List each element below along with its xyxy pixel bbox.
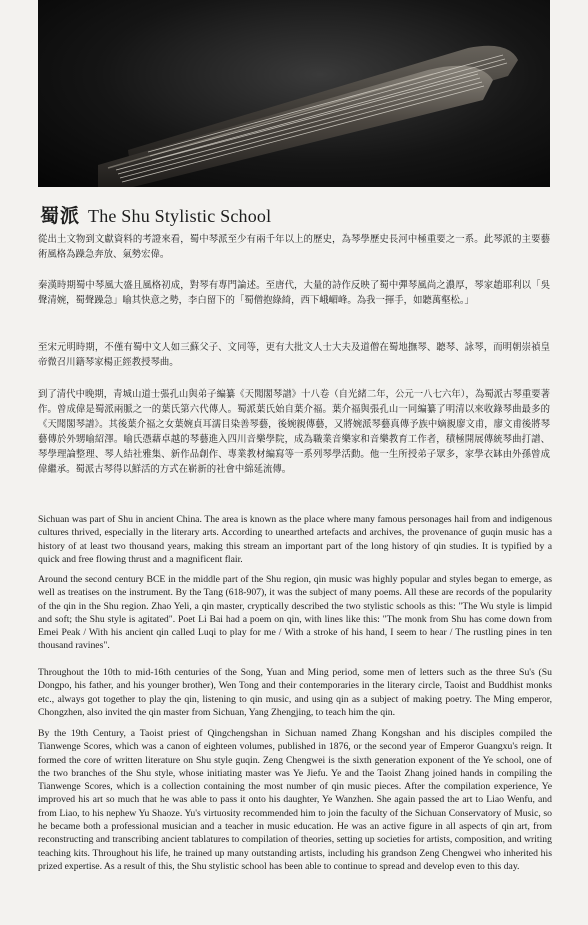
chinese-paragraph: 到了清代中晚期，青城山道士張孔山與弟子編纂《天聞閣琴譜》十八卷（自光緒二年，公元一八七六年），為蜀派古琴重要著作。曾成偉是蜀派兩脈之一的葉氏第六代傳人。蜀派葉氏始自葉介福。葉介福與張孔山一同編纂了明清以來收錄琴曲最多的《天聞閣琴譜》。其後葉介福之女葉婉貞耳濡目染善琴藝，後婉親傳藝，又將婉派琴藝真傳予族中嫡親廖文甫，廖文甫後將琴藝傳於外甥喻紹澤。喻氏憑藉卓越的琴藝進入四川音樂學院，成為職業音樂家和音樂教育工作者，積極開展傳統琴曲打譜、琴學理論整理、琴人結社雅集、新作品創作、專業教材編寫等一系列琴學活動。他一生所授弟子眾多，家學衣缽由外孫曾成偉繼承。蜀派古琴得以鮮活的方式在嶄新的社會中綿延流傳。 bbox=[38, 389, 550, 475]
guqin-photo bbox=[38, 0, 550, 187]
english-paragraph: Sichuan was part of Shu in ancient China. The area is known as the place where many famous personages hail from and indigenous cultures thrived, especially in the literary arts. According to unearthed artefacts and archives, the provenance of guqin music has a history of at least two thousand years, making this stream an important part of the long history of qin studies. It is typified by a quick and free flowing thrust and a magnificent flair. bbox=[38, 514, 552, 565]
chinese-paragraph: 至宋元明時期，不僅有蜀中文人如三蘇父子、文同等，更有大批文人士大夫及道僧在蜀地撫琴、聽琴、詠琴，而明朝崇禎皇帝微召川籍琴家楊正經教授琴曲。 bbox=[38, 342, 550, 368]
heading-chinese: 蜀派 bbox=[40, 205, 81, 227]
chinese-paragraph: 從出土文物到文獻資料的考證來看，蜀中琴派至少有兩千年以上的歷史，為琴學歷史長河中極重要之一系。此琴派的主要藝術風格為躁急奔放、氣勢宏偉。 bbox=[38, 234, 550, 260]
chinese-paragraph: 秦漢時期蜀中琴風大盛且風格初成，對琴有專門論述。至唐代，大量的詩作反映了蜀中彈琴風尚之濃厚，琴家趙耶利以「吳聲清婉，蜀聲躁急」喻其快意之勢，李白留下的「蜀僧抱綠綺，西下峨嵋峰。為我一揮手，如聽萬壑松。」 bbox=[38, 280, 550, 306]
english-paragraph: Around the second century BCE in the middle part of the Shu region, qin music was highly popular and styles began to emerge, as well as treatises on the instrument. By the Tang (618-907), it was the subject of many poems. All these are records of the popularity of the qin in the Shu region. Zhao Yeli, a qin master, cryptically described the two stylistic schools as this: "The Wu style is limpid and soft; the Shu style is agitated". Poet Li Bai had a poem on qin, with lines like this: "The monk from Shu has come down from Emei Peak / With his ancient qin called Luqi to play for me / With a stroke of his hand, I seem to hear / The rustling pines in ten thousand ravines". bbox=[38, 574, 552, 652]
heading-english: The Shu Stylistic School bbox=[88, 206, 272, 226]
section-heading bbox=[40, 201, 271, 228]
guqin-illustration bbox=[38, 0, 550, 187]
english-paragraph: Throughout the 10th to mid-16th centuries of the Song, Yuan and Ming period, some men of letters such as the three Su's (Su Dongpo, his father, and his younger brother), Wen Tong and their contemporaries in the literary circle, Taoist and Buddhist monks etc., always got together to play the qin, listening to qin music, and using qin as a subject of making poetry. The Ming emperor, Chongzhen, also invited the qin master from Sichuan, Yang Zhengjing, to teach him the qin. bbox=[38, 667, 552, 718]
english-paragraph: By the 19th Century, a Taoist priest of Qingchengshan in Sichuan named Zhang Kongshan and his disciples compiled the Tianwenge Scores, which was a canon of eighteen volumes, published in 1876, or the second year of Emperor Guangxu's reign. It formed the core of written literature on Shu style guqin. Zeng Chengwei is the sixth generation exponent of the Ye school, one of the two branches of the Shu style, whose initiating master was Ye Jiefu. Ye and the Taoist Zhang joined hands in compiling the Tianwenge Scores, which is a collection containing the most number of qin music pieces. After the compilation experience, Ye improved his art so much that he was able to pass it onto his daughter, Ye Wanzhen. She again passed the art to Liao Wenfu, and from Liao, to his nephew Yu Shaoze. Yu's virtuosity recommended him to join the faculty of the Sichuan Conservatory of Music, so he became both a professional musician and a teacher in music education. He was an active figure in all aspects of qin art, from reconstructing and transcribing ancient tablatures to compilation of theories, setting up societies for artists, composition, and writing teaching kits. Throughout his life, he trained up many outstanding artists, including his grandson Zeng Chengwei who inherited his prized expertise. As a result of this, the Shu stylistic school has been able to continue to spread and develop even to this day. bbox=[38, 728, 552, 872]
